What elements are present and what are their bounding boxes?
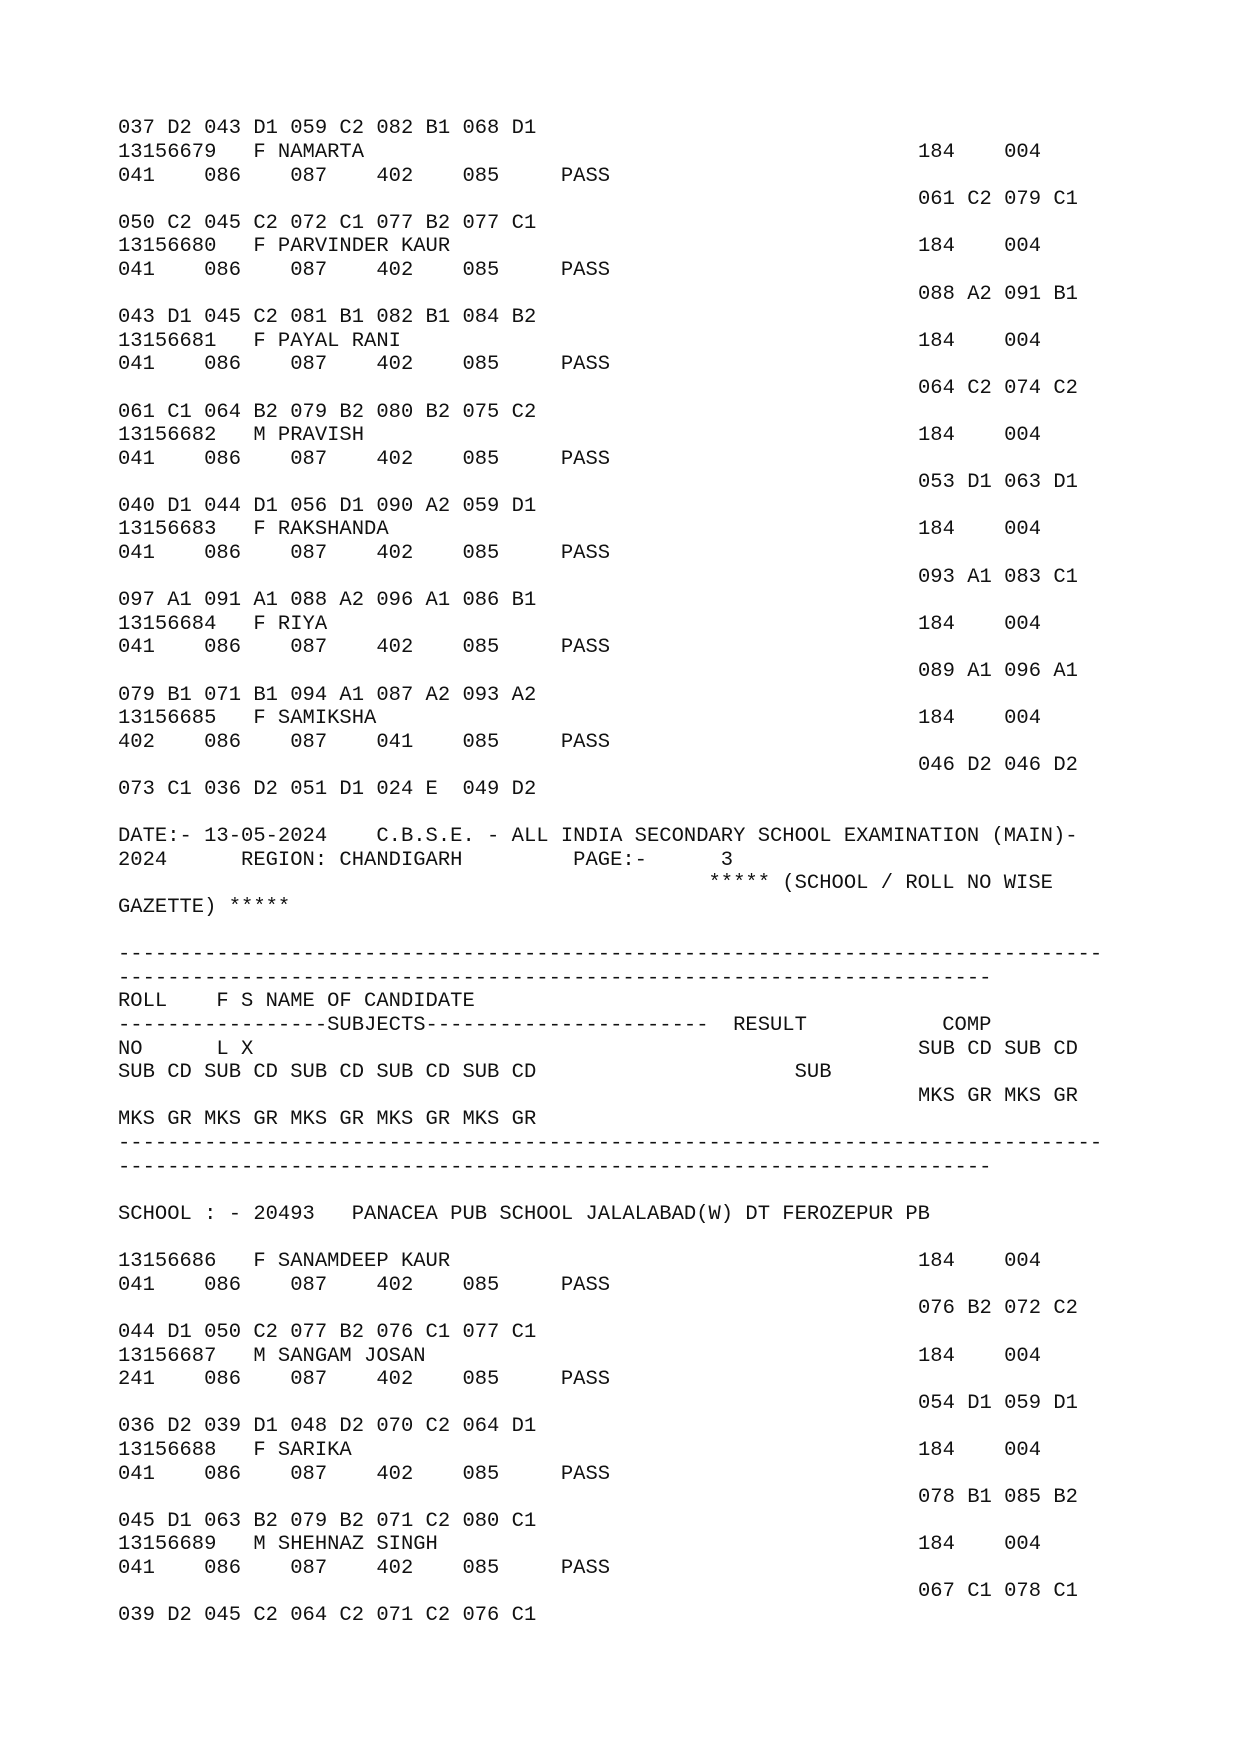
marks-line: 044 D1 050 C2 077 B2 076 C1 077 C1 xyxy=(118,1321,537,1344)
page-header-line: DATE:- 13-05-2024 C.B.S.E. - ALL INDIA SECONDARY SCHOOL EXAMINATION (MAIN)- xyxy=(118,825,1078,848)
comp-subject-line: 184 004 xyxy=(918,707,1042,730)
candidate-line: 13156682 M PRAVISH xyxy=(118,424,365,447)
marks-line: 045 D1 063 B2 079 B2 071 C2 080 C1 xyxy=(118,1510,537,1533)
candidate-line: 13156687 M SANGAM JOSAN xyxy=(118,1345,426,1368)
subjects-result-line: 041 086 087 402 085 PASS xyxy=(118,1557,611,1580)
candidate-line: 13156683 F RAKSHANDA xyxy=(118,518,389,541)
subjects-result-line: 041 086 087 402 085 PASS xyxy=(118,1463,611,1486)
candidate-line: 13156689 M SHEHNAZ SINGH xyxy=(118,1533,438,1556)
column-header-line: NO L X xyxy=(118,1038,254,1061)
comp-subject-line: 184 004 xyxy=(918,613,1042,636)
candidate-line: 13156679 F NAMARTA xyxy=(118,141,365,164)
subjects-result-line: 041 086 087 402 085 PASS xyxy=(118,1274,611,1297)
comp-subject-line: 184 004 xyxy=(918,424,1042,447)
comp-marks-line: 088 A2 091 B1 xyxy=(918,283,1078,306)
comp-subject-line: 184 004 xyxy=(918,1345,1042,1368)
marks-line: 097 A1 091 A1 088 A2 096 A1 086 B1 xyxy=(118,589,537,612)
page-header-line: GAZETTE) ***** xyxy=(118,896,291,919)
comp-subject-line: 184 004 xyxy=(918,330,1042,353)
marks-line: 039 D2 045 C2 064 C2 071 C2 076 C1 xyxy=(118,1604,537,1627)
subjects-result-line: 402 086 087 041 085 PASS xyxy=(118,731,611,754)
marks-line: 073 C1 036 D2 051 D1 024 E 049 D2 xyxy=(118,778,537,801)
candidate-line: 13156685 F SAMIKSHA xyxy=(118,707,377,730)
candidate-line: 13156684 F RIYA xyxy=(118,613,328,636)
column-header-line: -----------------SUBJECTS----------------------- RESULT COMP xyxy=(118,1014,992,1037)
divider-line: -------------------------------------------------------------------------------- xyxy=(118,1132,1103,1155)
subjects-result-line: 041 086 087 402 085 PASS xyxy=(118,259,611,282)
comp-subject-line: 184 004 xyxy=(918,1439,1042,1462)
candidate-line: 13156688 F SARIKA xyxy=(118,1439,352,1462)
comp-subject-line: 184 004 xyxy=(918,235,1042,258)
marks-line: 037 D2 043 D1 059 C2 082 B1 068 D1 xyxy=(118,117,537,140)
marks-line: 036 D2 039 D1 048 D2 070 C2 064 D1 xyxy=(118,1415,537,1438)
marks-line: 079 B1 071 B1 094 A1 087 A2 093 A2 xyxy=(118,684,537,707)
comp-marks-line: 054 D1 059 D1 xyxy=(918,1392,1078,1415)
comp-marks-line: 064 C2 074 C2 xyxy=(918,377,1078,400)
subjects-result-line: 041 086 087 402 085 PASS xyxy=(118,448,611,471)
comp-subject-line: 184 004 xyxy=(918,1533,1042,1556)
subjects-result-line: 041 086 087 402 085 PASS xyxy=(118,353,611,376)
comp-marks-line: 053 D1 063 D1 xyxy=(918,471,1078,494)
marks-line: 043 D1 045 C2 081 B1 082 B1 084 B2 xyxy=(118,306,537,329)
divider-line: -------------------------------------------------------------------------------- xyxy=(118,943,1103,966)
candidate-line: 13156680 F PARVINDER KAUR xyxy=(118,235,451,258)
column-header-line: SUB CD SUB CD xyxy=(918,1038,1078,1061)
comp-marks-line: 089 A1 096 A1 xyxy=(918,660,1078,683)
divider-line: ----------------------------------------------------------------------- xyxy=(118,1156,992,1179)
page-header-line: 2024 REGION: CHANDIGARH PAGE:- 3 xyxy=(118,849,734,872)
candidate-line: 13156681 F PAYAL RANI xyxy=(118,330,401,353)
comp-marks-line: 078 B1 085 B2 xyxy=(918,1486,1078,1509)
subjects-result-line: 241 086 087 402 085 PASS xyxy=(118,1368,611,1391)
marks-line: 040 D1 044 D1 056 D1 090 A2 059 D1 xyxy=(118,495,537,518)
comp-marks-line: 067 C1 078 C1 xyxy=(918,1580,1078,1603)
comp-subject-line: 184 004 xyxy=(918,518,1042,541)
candidate-line: 13156686 F SANAMDEEP KAUR xyxy=(118,1250,451,1273)
comp-marks-line: 061 C2 079 C1 xyxy=(918,188,1078,211)
comp-subject-line: 184 004 xyxy=(918,141,1042,164)
marks-line: 061 C1 064 B2 079 B2 080 B2 075 C2 xyxy=(118,401,537,424)
divider-line: ----------------------------------------------------------------------- xyxy=(118,967,992,990)
column-header-line: ROLL F S NAME OF CANDIDATE xyxy=(118,990,475,1013)
marks-line: 050 C2 045 C2 072 C1 077 B2 077 C1 xyxy=(118,212,537,235)
comp-marks-line: 076 B2 072 C2 xyxy=(918,1297,1078,1320)
page-header-line: ***** (SCHOOL / ROLL NO WISE xyxy=(118,872,1053,895)
subjects-result-line: 041 086 087 402 085 PASS xyxy=(118,542,611,565)
comp-marks-line: 046 D2 046 D2 xyxy=(918,754,1078,777)
column-header-line: MKS GR MKS GR MKS GR MKS GR MKS GR xyxy=(118,1108,537,1131)
comp-subject-line: 184 004 xyxy=(918,1250,1042,1273)
subjects-result-line: 041 086 087 402 085 PASS xyxy=(118,165,611,188)
comp-marks-line: 093 A1 083 C1 xyxy=(918,566,1078,589)
school-line: SCHOOL : - 20493 PANACEA PUB SCHOOL JALALABAD(W) DT FEROZEPUR PB xyxy=(118,1203,930,1226)
column-header-line: SUB CD SUB CD SUB CD SUB CD SUB CD SUB xyxy=(118,1061,832,1084)
subjects-result-line: 041 086 087 402 085 PASS xyxy=(118,636,611,659)
column-header-line: MKS GR MKS GR xyxy=(918,1085,1078,1108)
